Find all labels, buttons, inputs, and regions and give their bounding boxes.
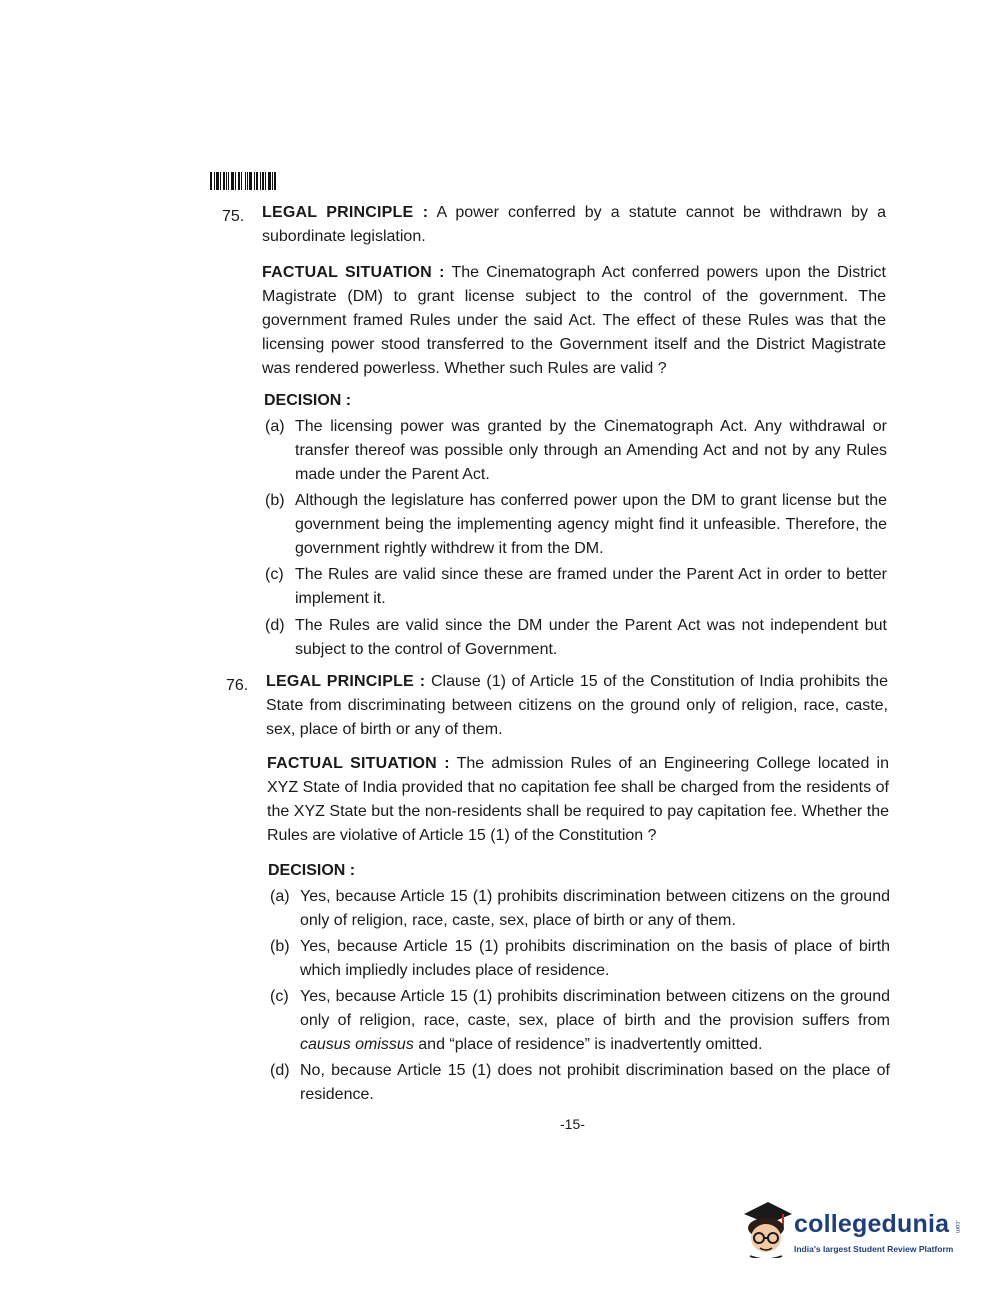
option-label: (c)	[270, 988, 289, 1005]
option-text: No, because Article 15 (1) does not prohibit discrimination based on the place of residence.	[300, 1062, 890, 1103]
decision-label: DECISION :	[268, 862, 356, 879]
collegedunia-logo	[738, 1196, 968, 1266]
option-label: (d)	[270, 1062, 290, 1079]
option-label: (a)	[270, 888, 290, 905]
option-a	[265, 415, 887, 487]
option-text: The licensing power was granted by the Cinematograph Act. Any withdrawal or transfer thereof was possible only through an Amending Act and not by any Rules made under the Parent Act.	[295, 418, 887, 483]
option-b	[270, 935, 890, 983]
legal-principle	[262, 201, 886, 249]
option-c	[270, 985, 890, 1057]
brand-name: collegedunia	[794, 1210, 950, 1238]
brand-tagline: India's largest Student Review Platform	[794, 1244, 954, 1254]
legal-principle	[266, 670, 888, 742]
factual-situation	[267, 752, 889, 848]
legal-principle-label: LEGAL PRINCIPLE :	[266, 673, 426, 690]
option-label: (a)	[265, 418, 285, 435]
factual-situation-label: FACTUAL SITUATION :	[267, 755, 450, 772]
option-label: (d)	[265, 617, 285, 634]
option-text: Yes, because Article 15 (1) prohibits discrimination between citizens on the ground only of religion, race, caste, sex, place of birth or any of them.	[300, 888, 890, 929]
option-text: The Rules are valid since these are framed under the Parent Act in order to better implement it.	[295, 566, 887, 607]
legal-principle-text: Clause (1) of Article 15 of the Constitution of India prohibits the State from discriminating between citizens on the ground only of religion, race, caste, sex, place of birth or any of them.	[266, 673, 888, 738]
option-b	[265, 489, 887, 561]
question-number: 75.	[222, 208, 245, 225]
barcode	[210, 172, 276, 190]
legal-principle-label: LEGAL PRINCIPLE :	[262, 204, 429, 221]
option-text-italic: causus omissus	[300, 1036, 414, 1053]
option-text: Yes, because Article 15 (1) prohibits discrimination on the basis of place of birth which impliedly includes place of residence.	[300, 938, 890, 979]
option-label: (c)	[265, 566, 284, 583]
page-number: -15-	[560, 1116, 585, 1132]
question-number: 76.	[226, 677, 249, 694]
legal-principle-text: A power conferred by a statute cannot be withdrawn by a subordinate legislation.	[262, 204, 887, 245]
brand-suffix: .com	[954, 1220, 960, 1234]
option-label: (b)	[270, 938, 290, 955]
option-d	[265, 614, 887, 662]
option-a	[270, 885, 890, 933]
option-c	[265, 563, 887, 611]
mascot-icon	[738, 1196, 794, 1258]
option-text-after: and “place of residence” is inadvertently omitted.	[413, 1036, 763, 1053]
decision-label: DECISION :	[264, 392, 352, 409]
option-d	[270, 1059, 890, 1107]
option-text: The Rules are valid since the DM under the Parent Act was not independent but subject to the control of Government.	[295, 617, 887, 658]
option-label: (b)	[265, 492, 285, 509]
factual-situation-label: FACTUAL SITUATION :	[262, 264, 445, 281]
option-text-before: Yes, because Article 15 (1) prohibits discrimination between citizens on the ground only of religion, race, caste, sex, place of birth and the provision suffers from	[300, 988, 890, 1029]
factual-situation-text: The admission Rules of an Engineering College located in XYZ State of India provided that no capitation fee shall be charged from the residents of the XYZ State but the non-residents shall be required to pay capitation fee. Whether the Rules are violative of Article 15 (1) of the Constitution ?	[267, 755, 889, 844]
option-text: Although the legislature has conferred power upon the DM to grant license but the government being the implementing agency might find it unfeasible. Therefore, the government rightly withdrew it from the DM.	[295, 492, 887, 557]
option-text	[300, 985, 890, 1057]
factual-situation-text: The Cinematograph Act conferred powers upon the District Magistrate (DM) to grant license subject to the control of the government. The government framed Rules under the said Act. The effect of these Rules was that the licensing power stood transferred to the Government itself and the District Magistrate was rendered powerless. Whether such Rules are valid ?	[262, 264, 887, 377]
factual-situation	[262, 261, 886, 381]
